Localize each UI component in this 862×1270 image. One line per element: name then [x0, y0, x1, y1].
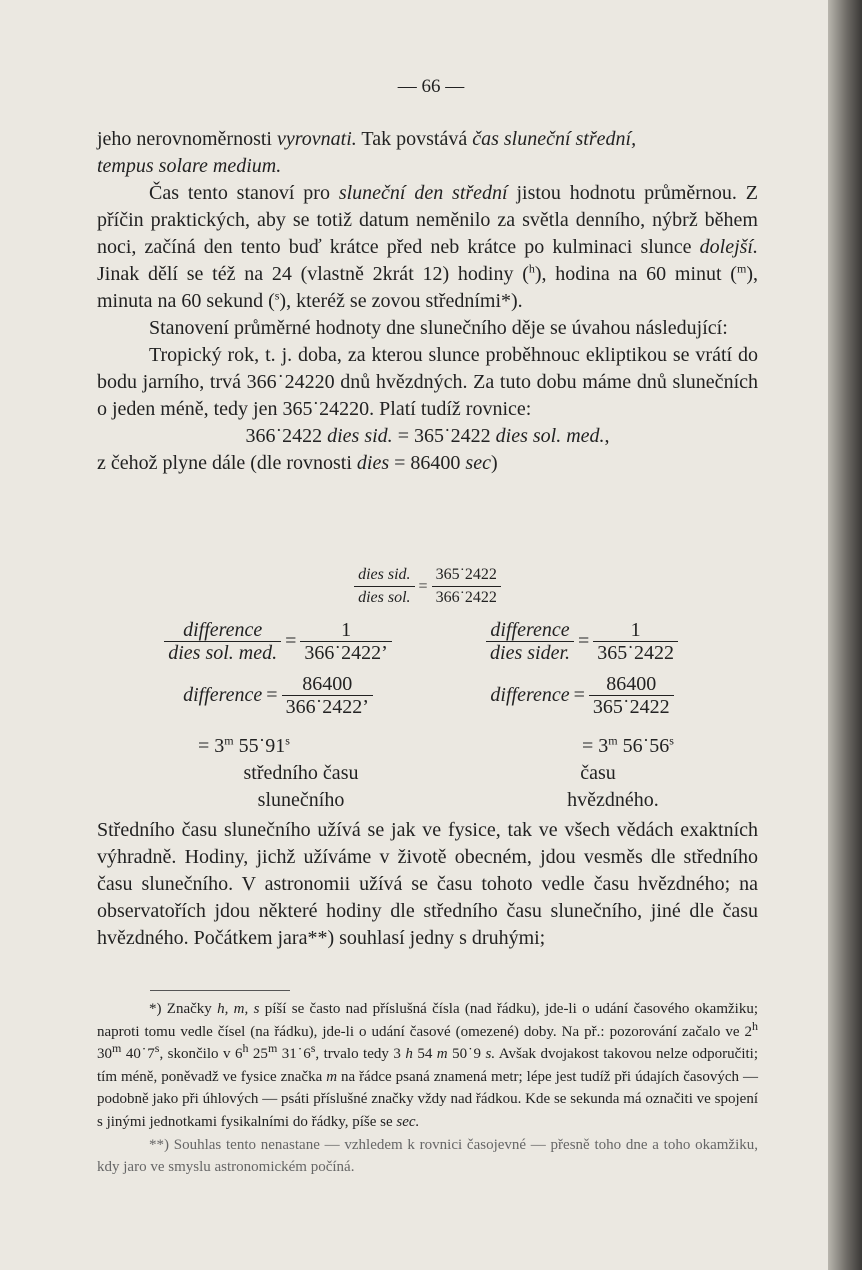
denominator: dies sol. med. — [164, 641, 281, 664]
denominator: 365˙2422 — [593, 641, 678, 664]
fraction — [300, 619, 391, 664]
italic-term: dies — [356, 452, 390, 474]
equals-sign: = — [573, 684, 585, 706]
numerator: 1 — [341, 619, 352, 641]
italic-term: dies sid. — [327, 425, 393, 447]
text: 366˙2422 — [245, 425, 328, 447]
fraction — [486, 619, 574, 664]
fraction — [432, 564, 501, 609]
superscript: m — [736, 261, 747, 276]
fraction — [282, 673, 373, 718]
superscript: s — [669, 733, 674, 748]
text: Tak povstává — [356, 128, 473, 150]
result-line — [128, 733, 428, 760]
italic-term: sec — [465, 452, 491, 474]
footnote-2: **) Souhlas tento nenastane — vzhledem k rovnici časojevné — přesně toho dne a toho okamžiku, kdy jaro ve smyslu astronomickém počíná. — [97, 1136, 758, 1176]
numerator: difference — [183, 619, 263, 641]
text: ) — [490, 452, 498, 474]
label: difference — [183, 684, 263, 706]
text: na řádce psaná znamená metr; lépe jest tudíž při údajích časových — podobně jako při úhlových — psáti příslušné značky vždy nad řádkou. Kde se sekunda má označiti ve spojení s jinými jednotkami fysikalními do řádky, píše se — [97, 1068, 758, 1130]
superscript: s — [274, 288, 280, 303]
text: , skončilo v 6 — [159, 1046, 243, 1063]
italic-term: dolejší. — [699, 236, 758, 258]
denominator: dies sider. — [486, 641, 574, 664]
italic-term: dies sol. med. — [495, 425, 605, 447]
fraction — [589, 673, 674, 718]
numerator: 365˙2422 — [435, 566, 497, 583]
caption: času — [580, 762, 616, 784]
text: = 3 — [582, 735, 609, 757]
italic-term: sec. — [396, 1113, 420, 1130]
text: Čas tento stanoví pro — [149, 182, 339, 204]
text: píší se často nad příslušná čísla (nad řádku), jde-li o udání časového okamžiku; naproti tomu vedle čísel (na řádku), jde-li o udání časové (omezené) doby. Na př.: pozorování začalo ve 2 — [97, 1001, 758, 1040]
denominator: 366˙2422’ — [282, 695, 373, 718]
superscript: m — [112, 1041, 122, 1056]
text: = 86400 — [389, 452, 466, 474]
text: , trvalo tedy 3 — [315, 1046, 406, 1063]
footnote-separator — [150, 990, 290, 991]
page-number: — 66 — — [397, 76, 465, 97]
text: 40˙7 — [121, 1046, 155, 1063]
paragraph-6: Středního času slunečního užívá se jak ve fysice, tak ve všech vědách exaktních výhradně. Hodiny, jichž užíváme v životě obecném, jdou vesměs dle středního času slunečního. V astronomii užívá se času tohoto vedle času hvězdného; na observatořích jdou některé hodiny dle středního času slunečního, jiné dle času hvězdného. Počátkem jara**) souhlasí jedny s druhými; — [97, 819, 758, 949]
caption: hvězdného. — [567, 789, 659, 811]
text: 31˙6 — [277, 1046, 311, 1063]
text: ), kteréž se zovou středními*). — [279, 290, 523, 312]
calc-right — [432, 619, 732, 814]
text: , — [604, 425, 610, 447]
text: jistou hodnotu průměrnou. Z příčin praktických, aby se totiž datum neměnilo za světla denního, nýbrž během noci, začíná den tento buď krátce před neb krátce po kulminaci slunce — [97, 182, 758, 258]
superscript: s — [285, 733, 290, 748]
denominator: 365˙2422 — [589, 695, 674, 718]
text: 50˙9 — [447, 1046, 486, 1063]
label: difference — [490, 684, 570, 706]
italic-term: s. — [485, 1046, 496, 1063]
fraction — [593, 619, 678, 664]
italic-term: tempus solare medium. — [97, 155, 282, 177]
text: z čehož plyne dále (dle rovnosti — [97, 452, 357, 474]
page-edge-shadow — [828, 0, 862, 1270]
numerator: dies sid. — [358, 566, 411, 583]
superscript: h — [528, 261, 535, 276]
denominator: dies sol. — [354, 586, 414, 609]
superscript: h — [752, 1018, 758, 1033]
text: 25 — [248, 1046, 268, 1063]
text: ), minuta na 60 sekund ( — [97, 263, 758, 312]
text: = 365˙2422 — [392, 425, 496, 447]
fraction — [354, 564, 414, 609]
equals-sign: = — [285, 630, 297, 652]
italic-term: vyrovnati. — [276, 128, 357, 150]
text: = 3 — [198, 735, 225, 757]
italic-term: m — [326, 1068, 338, 1085]
calc-left — [128, 619, 428, 814]
text: ), hodina na 60 minut ( — [534, 263, 737, 285]
numerator: 86400 — [606, 673, 657, 695]
text: jeho nerovnoměrnosti — [97, 128, 277, 150]
footnotes — [97, 998, 758, 1179]
equals-sign: = — [418, 577, 428, 595]
italic-term: h, m, s — [217, 1001, 260, 1017]
denominator: 366˙2422’ — [300, 641, 391, 664]
paragraph-5 — [97, 450, 758, 477]
paragraph-3: Stanovení průměrné hodnoty dne slunečního děje se úvahou následující: — [149, 317, 728, 339]
italic-term: čas sluneční střední, — [472, 128, 637, 150]
ratio-line — [128, 619, 428, 667]
italic-term: h — [405, 1046, 413, 1063]
superscript: m — [608, 733, 618, 748]
italic-term: sluneční den střední — [338, 182, 508, 204]
text: 30 — [97, 1046, 112, 1063]
caption: slunečního — [257, 789, 345, 811]
paragraph-2 — [97, 180, 758, 315]
numerator: 86400 — [302, 673, 353, 695]
difference-line — [432, 673, 732, 729]
ratio-equation — [97, 564, 758, 609]
superscript: m — [224, 733, 234, 748]
result-line — [432, 733, 732, 760]
caption: středního času — [243, 762, 359, 784]
footnote-1 — [97, 998, 758, 1134]
superscript: h — [242, 1041, 249, 1056]
paragraph-4: Tropický rok, t. j. doba, za kterou slunce proběhnouc ekliptikou se vrátí do bodu jarního, trvá 366˙24220 dnů hvězdných. Za tuto dobu máme dnů slunečních o jeden méně, tedy jen 365˙24220. Platí tudíž rovnice: — [97, 344, 758, 420]
superscript: s — [310, 1041, 316, 1056]
text: 55˙91 — [233, 735, 286, 757]
difference-line — [128, 673, 428, 729]
superscript: m — [267, 1041, 278, 1056]
numerator: difference — [490, 619, 570, 641]
text: 56˙56 — [617, 735, 670, 757]
denominator: 366˙2422 — [432, 586, 501, 609]
paragraph-1 — [97, 126, 758, 180]
text: Jinak dělí se též na 24 (vlastně 2krát 12) hodiny ( — [97, 263, 529, 285]
main-text-continued — [97, 817, 758, 952]
text: *) Značky — [149, 1001, 218, 1017]
text: Avšak dvojakost takovou nelze odporučiti; tím méně, poněvadž ve fysice značka — [97, 1046, 758, 1085]
superscript: s — [154, 1041, 160, 1056]
equals-sign: = — [266, 684, 278, 706]
equation-1 — [97, 423, 758, 450]
text: 54 — [412, 1046, 437, 1063]
fraction — [164, 619, 281, 664]
italic-term: m — [436, 1046, 448, 1063]
numerator: 1 — [630, 619, 641, 641]
main-text — [97, 126, 758, 477]
ratio-line — [432, 619, 732, 667]
equals-sign: = — [578, 630, 590, 652]
